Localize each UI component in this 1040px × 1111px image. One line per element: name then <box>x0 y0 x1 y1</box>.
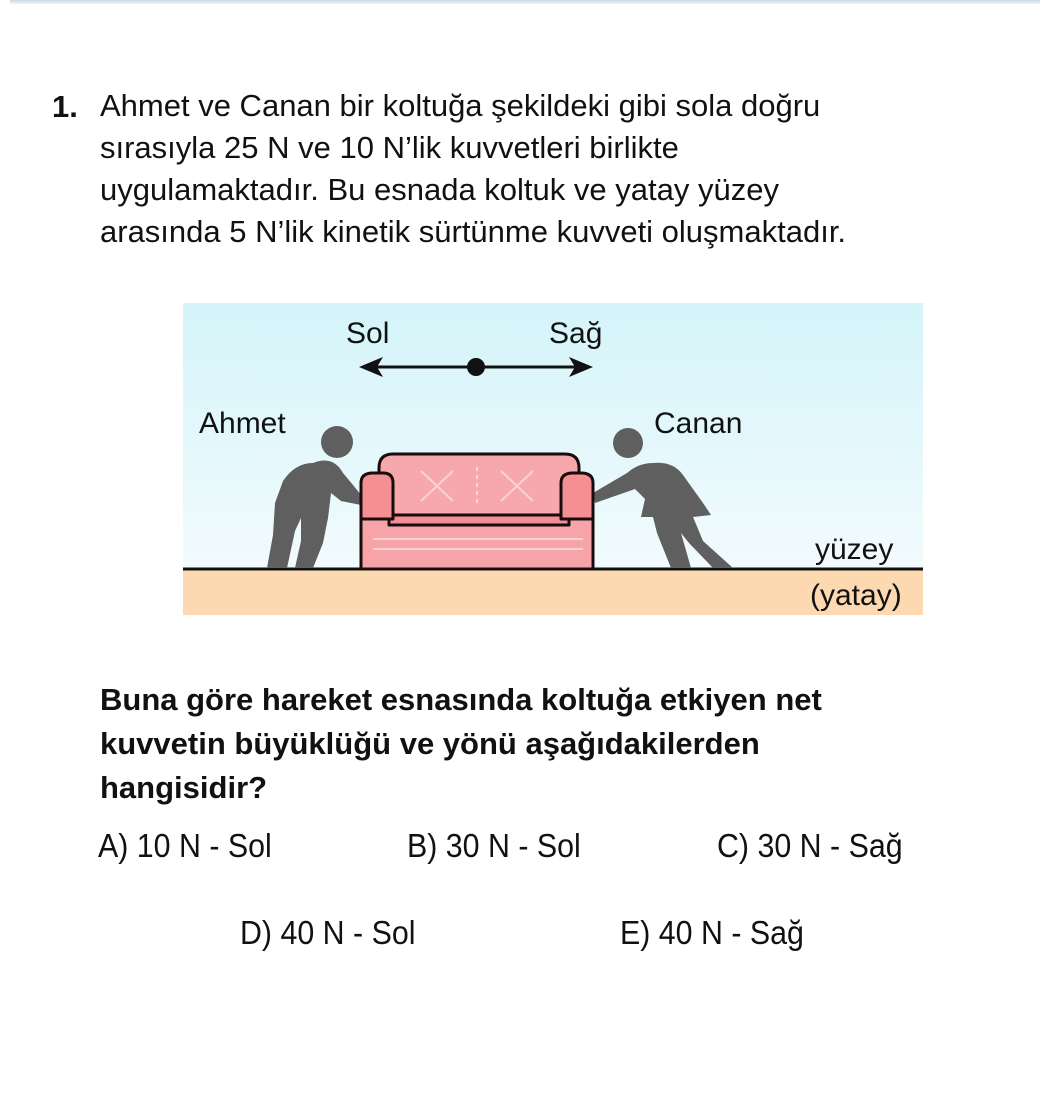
answer-option-e[interactable]: E) 40 N - Sağ <box>620 914 804 951</box>
question-prompt-line: hangisidir? <box>100 770 268 805</box>
label-ahmet: Ahmet <box>199 407 286 440</box>
answer-option-c[interactable]: C) 30 N - Sağ <box>717 827 903 864</box>
question-prompt <box>100 678 1000 810</box>
physics-figure <box>183 303 923 615</box>
answer-option-a[interactable]: A) 10 N - Sol <box>98 827 272 864</box>
question-prompt-line: Buna göre hareket esnasında koltuğa etkiyen net <box>100 682 822 717</box>
question-body-line: uygulamaktadır. Bu esnada koltuk ve yatay yüzey <box>100 172 779 207</box>
top-divider <box>10 0 1040 4</box>
label-surface: yüzey <box>815 533 894 566</box>
sofa-icon <box>361 454 593 569</box>
label-left-direction: Sol <box>346 317 390 350</box>
label-canan: Canan <box>654 407 743 440</box>
question-prompt-line: kuvvetin büyüklüğü ve yönü aşağıdakilerden <box>100 726 760 761</box>
question-body-line: sırasıyla 25 N ve 10 N’lik kuvvetleri birlikte <box>100 130 679 165</box>
label-right-direction: Sağ <box>549 317 603 350</box>
label-surface-horizontal: (yatay) <box>810 579 902 612</box>
question-body-line: arasında 5 N’lik kinetik sürtünme kuvveti oluşmaktadır. <box>100 214 847 249</box>
question-body <box>100 85 980 253</box>
answer-option-b[interactable]: B) 30 N - Sol <box>407 827 581 864</box>
question-number: 1. <box>52 89 78 124</box>
question-body-line: Ahmet ve Canan bir koltuğa şekildeki gibi sola doğru <box>100 88 821 123</box>
answer-option-d[interactable]: D) 40 N - Sol <box>240 914 416 951</box>
